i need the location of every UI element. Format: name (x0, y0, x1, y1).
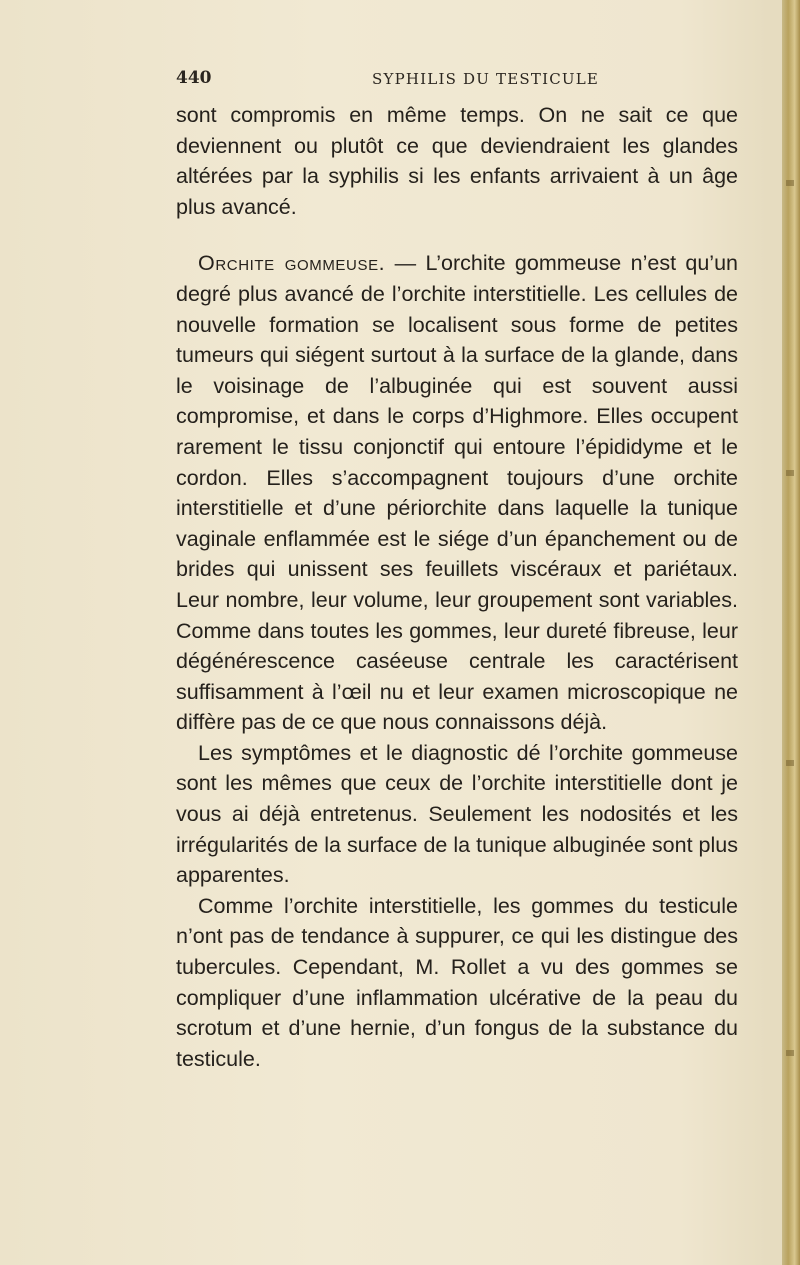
page-header (176, 68, 736, 94)
page-number: 440 (176, 68, 212, 88)
section-heading: Orchite gommeuse. (198, 251, 386, 276)
running-title: SYPHILIS DU TESTICULE (372, 70, 600, 88)
paragraph-symptomes: Les symptômes et le diagnostic dé l’orchite gommeuse sont les mêmes que ceux de l’orchite interstitielle dont je vous ai déjà entretenus. Seulement les nodosités et les irrégularités de la surface de la tunique albuginée sont plus apparentes. (176, 740, 738, 888)
paragraph-continuation: sont compromis en même temps. On ne sait ce que deviennent ou plutôt ce que deviendraient les glandes altérées par la syphilis si les enfants arrivaient à un âge plus avancé. (176, 103, 738, 219)
edge-mark (786, 470, 794, 476)
page-body (176, 100, 738, 1074)
edge-mark (786, 1050, 794, 1056)
edge-mark (786, 760, 794, 766)
paragraph-text: — L’orchite gommeuse n’est qu’un degré plus avancé de l’orchite interstitielle. Les cellules de nouvelle formation se localisent sous forme de petites tumeurs qui siégent surtout à la surface de la glande, dans le voisinage de l’albuginée qui est souvent aussi compromise, et dans le corps d’Highmore. Elles occupent rarement le tissu conjonctif qui entoure l’épididyme et le cordon. Elles s’accompagnent toujours d’une orchite interstitielle et d’une périorchite dans laquelle la tunique vaginale enflammée est le siége d’un épanchement ou de brides qui unissent ses feuillets viscéraux et pariétaux. Leur nombre, leur volume, leur groupement sont variables. Comme dans toutes les gommes, leur dureté fibreuse, leur dégénérescence caséeuse centrale les caractérisent suffisamment à l’œil nu et leur examen microscopique ne diffère pas de ce que nous connaissons déjà. (176, 251, 739, 735)
paragraph-orchite-gommeuse (176, 248, 738, 738)
page-edge (782, 0, 800, 1265)
paragraph-comme: Comme l’orchite interstitielle, les gommes du testicule n’ont pas de tendance à suppurer, ce qui les distingue des tubercules. Cependant, M. Rollet a vu des gommes se compliquer d’une inflammation ulcérative de la peau du scrotum et d’une hernie, d’un fongus de la substance du testicule. (176, 893, 738, 1071)
edge-mark (786, 180, 794, 186)
